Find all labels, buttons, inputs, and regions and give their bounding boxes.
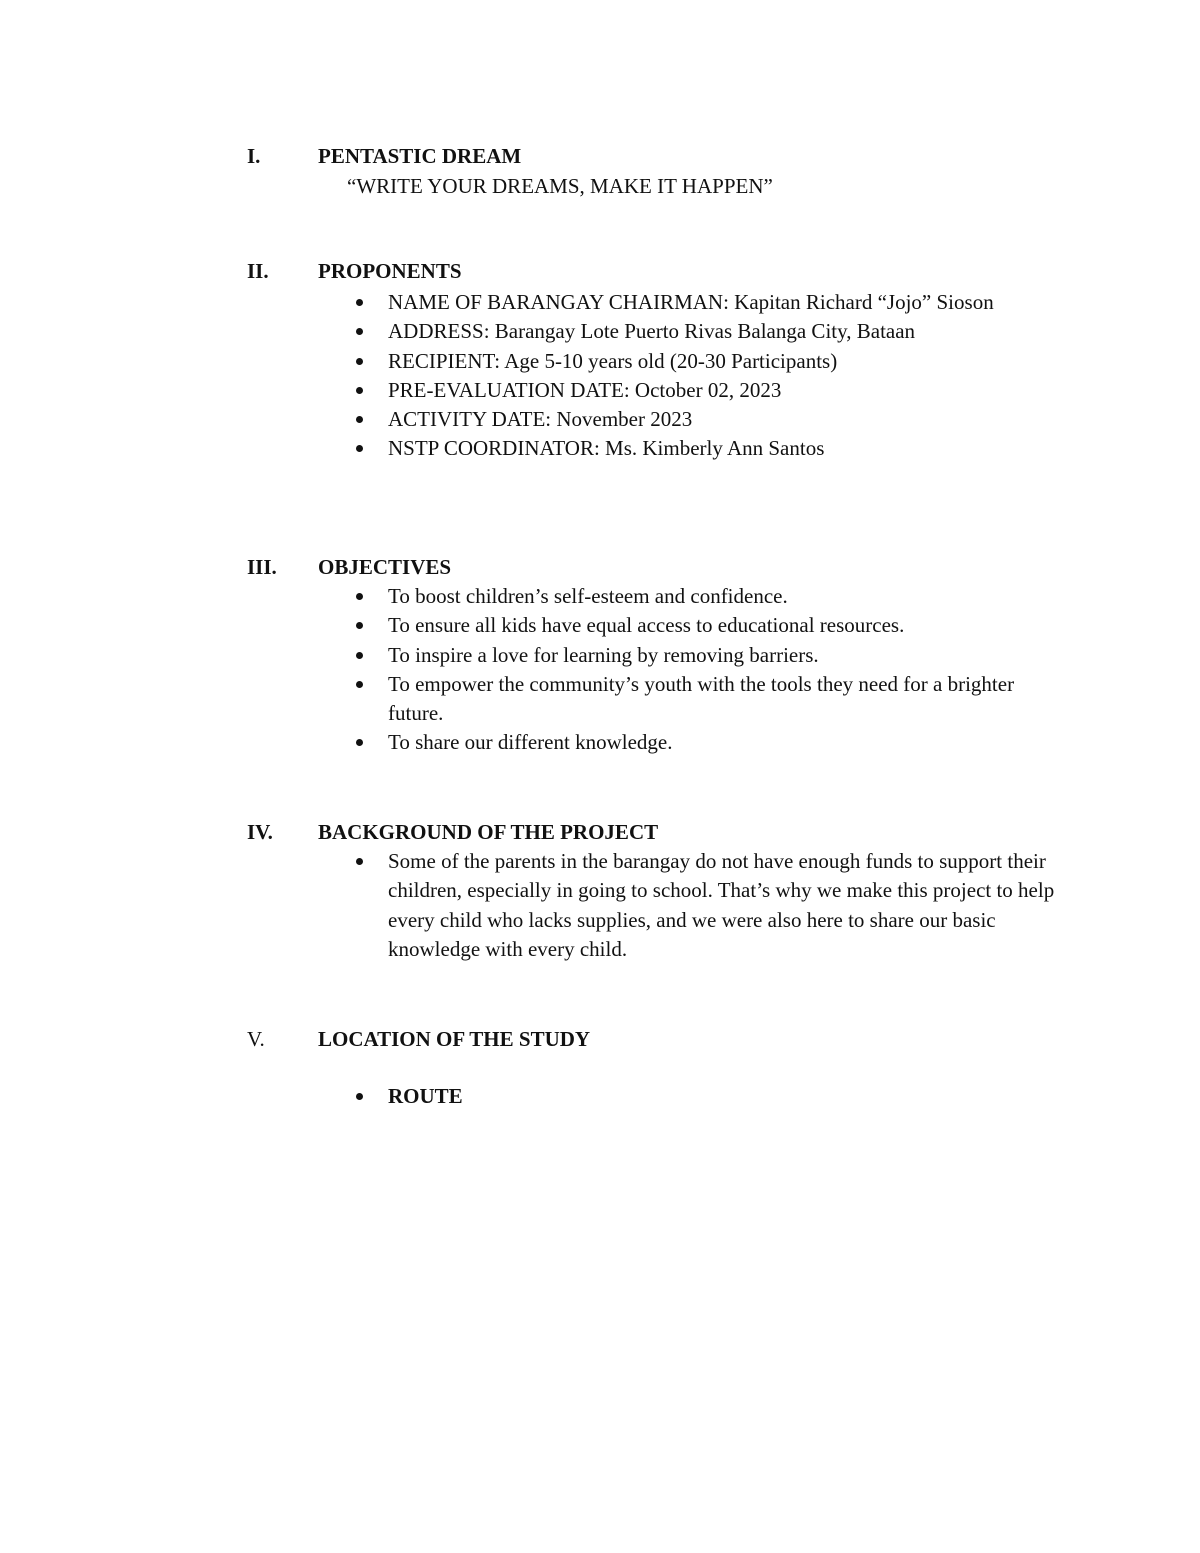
bullet-icon — [356, 858, 363, 865]
list-item-text: ROUTE — [388, 1084, 463, 1108]
bullet-icon — [356, 358, 363, 365]
list-item — [356, 434, 1016, 463]
list-item-text: NAME OF BARANGAY CHAIRMAN: Kapitan Richard “Jojo” Sioson — [388, 290, 994, 314]
section-numeral: II. — [247, 259, 269, 283]
bullet-icon — [356, 416, 363, 423]
list-item — [356, 317, 1016, 346]
list-item-text: Some of the parents in the barangay do not have enough funds to support their children, especially in going to school. That’s why we make this project to help every child who lacks supplies, and we were also here to share our basic knowledge with every child. — [388, 849, 1055, 961]
bullet-icon — [356, 622, 363, 629]
list-item — [356, 1082, 1046, 1111]
section-numeral: I. — [247, 144, 261, 168]
section-heading: OBJECTIVES — [318, 555, 452, 579]
section-heading: LOCATION OF THE STUDY — [318, 1027, 591, 1051]
bullet-icon — [356, 328, 363, 335]
list-item — [356, 376, 1016, 405]
list-item-text: RECIPIENT: Age 5-10 years old (20-30 Participants) — [388, 348, 838, 373]
list-item-text: ADDRESS: Barangay Lote Puerto Rivas Balanga City, Bataan — [388, 319, 916, 344]
bullet-icon — [356, 739, 363, 746]
list-item — [356, 641, 1036, 670]
list-item — [356, 288, 1016, 317]
list-item-text: To ensure all kids have equal access to educational resources. — [388, 613, 905, 638]
bullet-icon — [356, 1093, 363, 1100]
section-numeral: IV. — [247, 820, 273, 844]
proponents-list — [356, 288, 1016, 464]
list-item — [356, 611, 1036, 640]
list-item — [356, 405, 1016, 434]
list-item-text: To share our different knowledge. — [388, 730, 673, 755]
section-numeral: V. — [247, 1027, 265, 1051]
list-item-text: To empower the community’s youth with the tools they need for a brighter future. — [388, 671, 1015, 726]
list-item-text: NSTP COORDINATOR: Ms. Kimberly Ann Santos — [388, 436, 825, 461]
bullet-icon — [356, 387, 363, 394]
list-item — [356, 582, 1036, 611]
location-list — [356, 1082, 1046, 1111]
bullet-icon — [356, 593, 363, 600]
list-item — [356, 728, 1036, 757]
section-heading: PENTASTIC DREAM — [318, 144, 522, 168]
list-item-text: ACTIVITY DATE: November 2023 — [388, 407, 693, 432]
background-list — [356, 847, 1056, 964]
list-item — [356, 670, 1036, 729]
list-item-text: To boost children’s self-esteem and confidence. — [388, 584, 788, 608]
section-tagline: “WRITE YOUR DREAMS, MAKE IT HAPPEN” — [347, 174, 773, 198]
section-heading: BACKGROUND OF THE PROJECT — [318, 820, 659, 844]
objectives-list — [356, 582, 1036, 758]
bullet-icon — [356, 299, 363, 306]
list-item — [356, 347, 1016, 376]
bullet-icon — [356, 445, 363, 452]
list-item-text: To inspire a love for learning by removing barriers. — [388, 642, 819, 667]
bullet-icon — [356, 681, 363, 688]
bullet-icon — [356, 652, 363, 659]
list-item-text: PRE-EVALUATION DATE: October 02, 2023 — [388, 377, 782, 402]
list-item — [356, 847, 1056, 964]
section-heading: PROPONENTS — [318, 259, 462, 283]
section-numeral: III. — [247, 555, 277, 579]
